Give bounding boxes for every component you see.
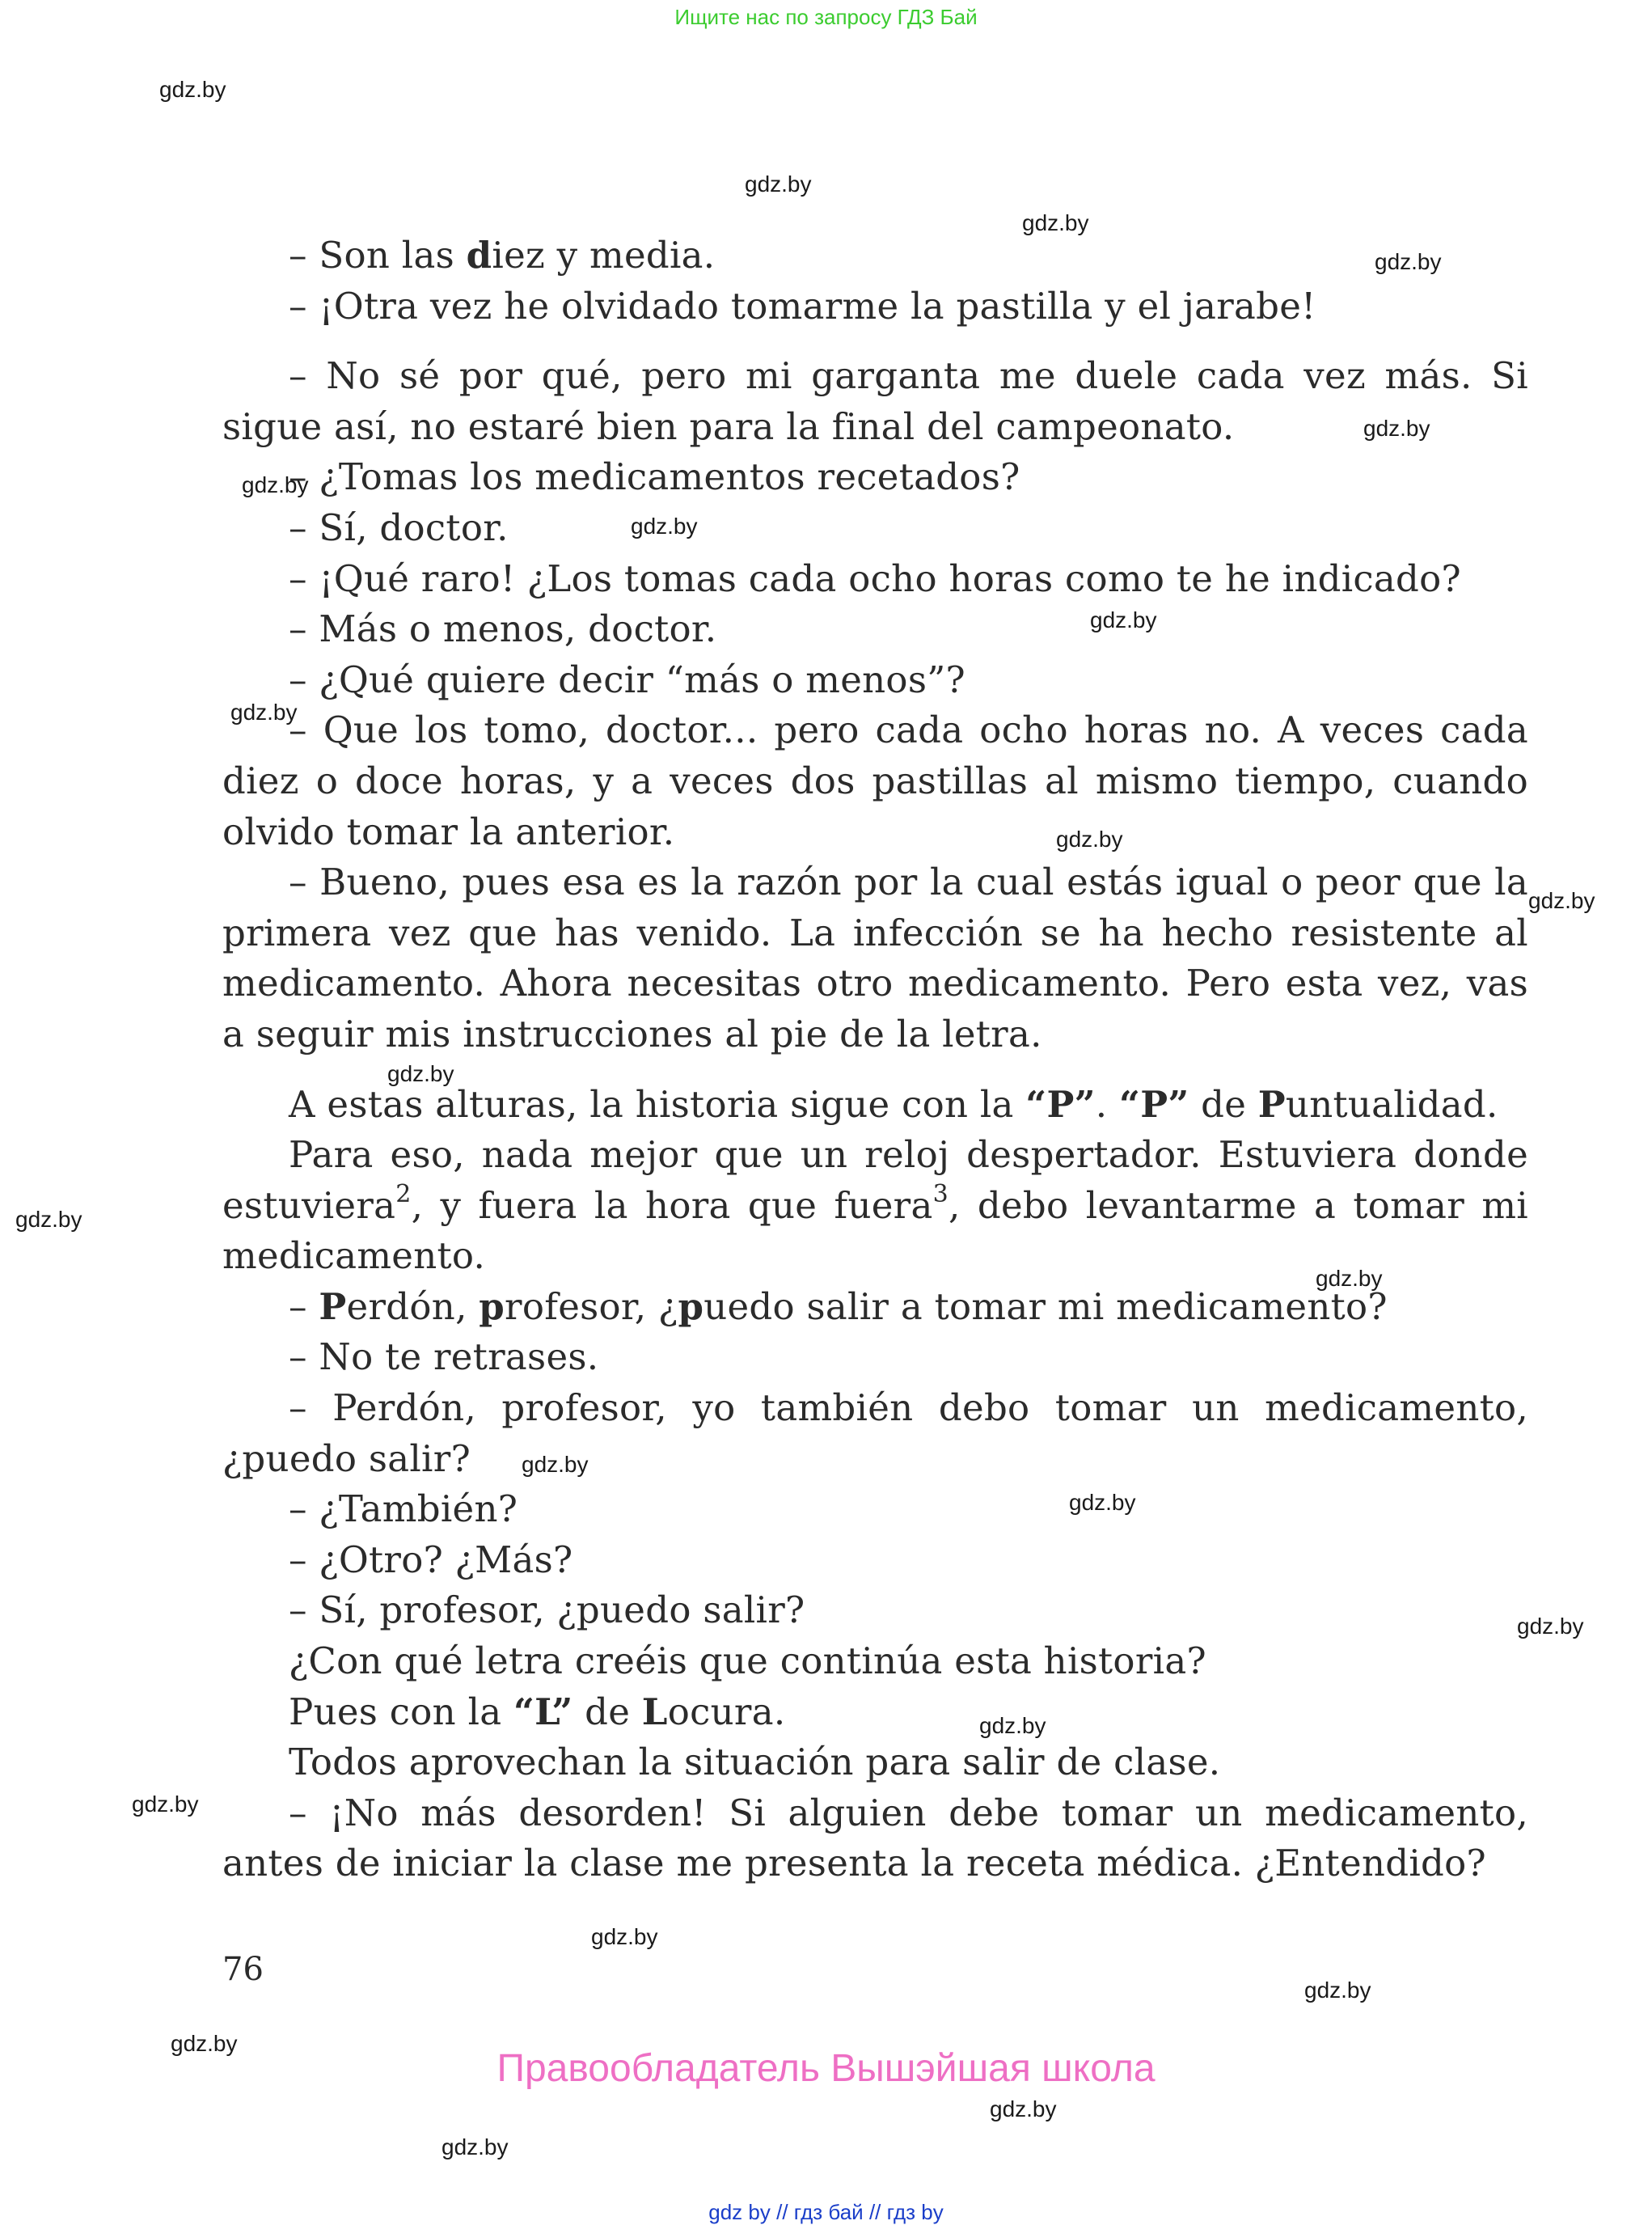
watermark: gdz.by [442, 2134, 509, 2159]
top-banner: Ищите нас по запросу ГДЗ Бай [674, 5, 978, 29]
footer-link[interactable]: гдз бай [793, 2200, 864, 2224]
watermark: gdz.by [171, 2031, 238, 2056]
paragraph: – Más o menos, doctor. [289, 607, 717, 651]
watermark: gdz.by [1363, 416, 1430, 441]
watermark: gdz.by [1304, 1978, 1371, 2003]
watermark: gdz.by [230, 700, 298, 725]
paragraph: Todos aprovechan la situación para salir de clase. [289, 1741, 1221, 1784]
footnote-ref: 2 [395, 1179, 412, 1208]
paragraph: ¿Con qué letra creéis que continúa esta historia? [289, 1639, 1206, 1683]
paragraph: Para eso, nada mejor que un reloj despertador. Estuviera donde estuviera$^2$, y fuera la hora que fuera$^3$, debo levantarme a tomar mi medicamento. [222, 1133, 1528, 1278]
paragraph: – ¿Qué quiere decir “más o menos”? [289, 658, 965, 701]
paragraph: – ¡Qué raro! ¿Los tomas cada ocho horas como te he indicado? [289, 556, 1461, 600]
footer-links [0, 2200, 1652, 2225]
watermark: gdz.by [1375, 249, 1442, 274]
paragraph: – Bueno, pues esa es la razón por la cual estás igual o peor que la primera vez que has venido. La infección se ha hecho resistente al medicamento. Ahora necesitas otro medicamento. Pero esta vez, vas a seguir mis instrucciones al pie de la letra. [222, 861, 1528, 1055]
watermark: gdz.by [1069, 1490, 1136, 1515]
page-body [222, 231, 1528, 1889]
watermark: gdz.by [591, 1924, 658, 1949]
watermark: gdz.by [1090, 607, 1157, 632]
watermark: gdz.by [979, 1713, 1046, 1738]
watermark: gdz.by [1517, 1614, 1584, 1639]
paragraph: – ¿También? [289, 1487, 518, 1531]
footnote-ref: 3 [932, 1179, 949, 1208]
watermark: gdz.by [1528, 888, 1595, 913]
watermark: gdz.by [1056, 827, 1123, 852]
link-separator: // [776, 2200, 788, 2224]
paragraph: – No te retrases. [289, 1335, 599, 1379]
paragraph: – Sí, doctor. [289, 505, 509, 549]
watermark: gdz.by [631, 514, 698, 539]
watermark: gdz.by [745, 171, 812, 197]
paragraph: – Que los tomo, doctor... pero cada ocho horas no. A veces cada diez o doce horas, y a veces dos pastillas al mismo tiempo, cuando olvido tomar la anterior. [222, 709, 1528, 853]
footer-link[interactable]: гдз by [886, 2200, 944, 2224]
page-number: 76 [222, 1951, 264, 1988]
watermark: gdz.by [1316, 1266, 1383, 1291]
watermark: gdz.by [387, 1061, 454, 1086]
paragraph: – No sé por qué, pero mi garganta me duele cada vez más. Si sigue así, no estaré bien para la final del campeonato. [222, 354, 1528, 448]
paragraph: A estas alturas, la historia sigue con la “P”. “P” de Puntualidad. [289, 1082, 1498, 1126]
paragraph: – Son las diez y media. [289, 234, 716, 277]
paragraph: – ¿Otro? ¿Más? [289, 1538, 573, 1581]
paragraph: – Sí, profesor, ¿puedo salir? [289, 1588, 805, 1632]
paragraph: – ¡No más desorden! Si alguien debe tomar un medicamento, antes de iniciar la clase me presenta la receta médica. ¿Entendido? [222, 1791, 1528, 1885]
watermark: gdz.by [242, 472, 309, 497]
watermark: gdz.by [132, 1791, 199, 1817]
paragraph: – ¿Tomas los medicamentos recetados? [289, 455, 1020, 499]
paragraph: – Perdón, profesor, ¿puedo salir a tomar mi medicamento? [289, 1284, 1388, 1328]
watermark: gdz.by [522, 1452, 589, 1477]
watermark: gdz.by [15, 1207, 82, 1232]
watermark: gdz.by [159, 77, 226, 102]
paragraph: Pues con la “L” de Locura. [289, 1690, 786, 1733]
watermark: gdz.by [990, 2096, 1057, 2121]
watermark: gdz.by [1022, 210, 1089, 235]
footer-link[interactable]: gdz by [708, 2200, 771, 2224]
paragraph: – Perdón, profesor, yo también debo tomar un medicamento, ¿puedo salir? [222, 1386, 1528, 1480]
link-separator: // [868, 2200, 881, 2224]
paragraph: – ¡Otra vez he olvidado tomarme la pastilla y el jarabe! [289, 284, 1316, 328]
copyright-holder: Правообладатель Вышэйшая школа [496, 2047, 1156, 2090]
